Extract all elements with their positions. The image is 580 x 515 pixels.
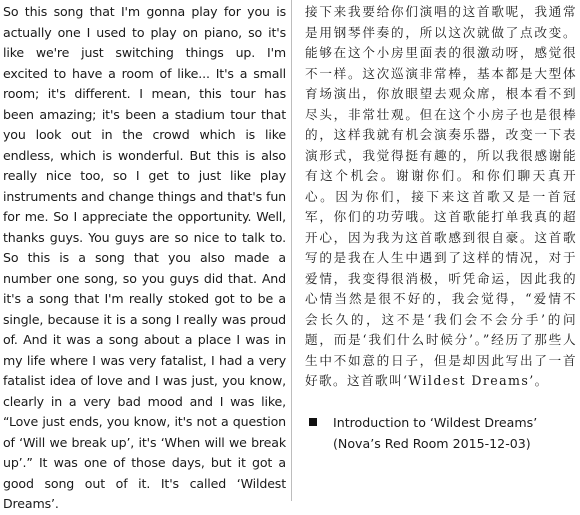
english-transcript-paragraph: So this song that I'm gonna play for you is actually one I used to play on piano, so it's like we're just switching things up. I'm excited to have a room of like... It's a small room; it's different. I mean, this tour has been amazing; it's been a stadium tour that you look out in the crowd which is like endless, which is wonderful. But this is also really nice too, so I get to just like play instruments and change things and that's fun for me. So I appreciate the opportunity. Well, thanks guys. You guys are so nice to talk to. So this is a song that you also made a number one song, so you guys did that. And it's a song that I'm really stoked got to be a single, because it is a song I really was proud of. And it was a song about a place I was in my life where I was very fatalist, I had a very fatalist idea of love and I was just, you know, clearly in a very bad mood and I was like, “Love just ends, you know, it's not a question of ‘Will we break up’, it's ‘When will we break up’.” It was one of those days, but it got a good song out of it. It's called ‘Wildest Dreams’. [3,4,286,511]
chinese-translation-paragraph: 接下来我要给你们演唱的这首歌呢，我通常是用钢琴伴奏的，所以这次就做了点改变。能够在这个小房里面表的很激动呀，感觉很不一样。这次巡演非常棒，基本都是大型体育场演出，你放眼望去观众席，根本看不到尽头，非常壮观。但在这个小房子也是很棒的，这样我就有机会演奏乐器，改变一下表演形式，我觉得挺有趣的，所以我很感谢能有这个机会。谢谢你们。和你们聊天真开心。因为你们，接下来这首歌又是一首冠军，你们的功劳哦。这首歌能打单我真的超开心，因为我为这首歌感到很自豪。这首歌写的是我在人生中遇到了这样的情况，对于爱情，我变得很消极，听凭命运，因此我的心情当然是很不好的，我会觉得，“爱情不会长久的，这不是‘我们会不会分手’的问题，而是‘我们什么时候分’。”经历了那些人生中不如意的日子，但是却因此写出了一首好歌。这首歌叫‘Wildest Dreams’。 [305,4,577,388]
square-bullet-icon [309,418,317,426]
column-divider [291,0,292,501]
caption-text: Introduction to ‘Wildest Dreams’ (Nova’s Red Room 2015-12-03) [333,415,538,451]
source-caption [309,413,577,454]
